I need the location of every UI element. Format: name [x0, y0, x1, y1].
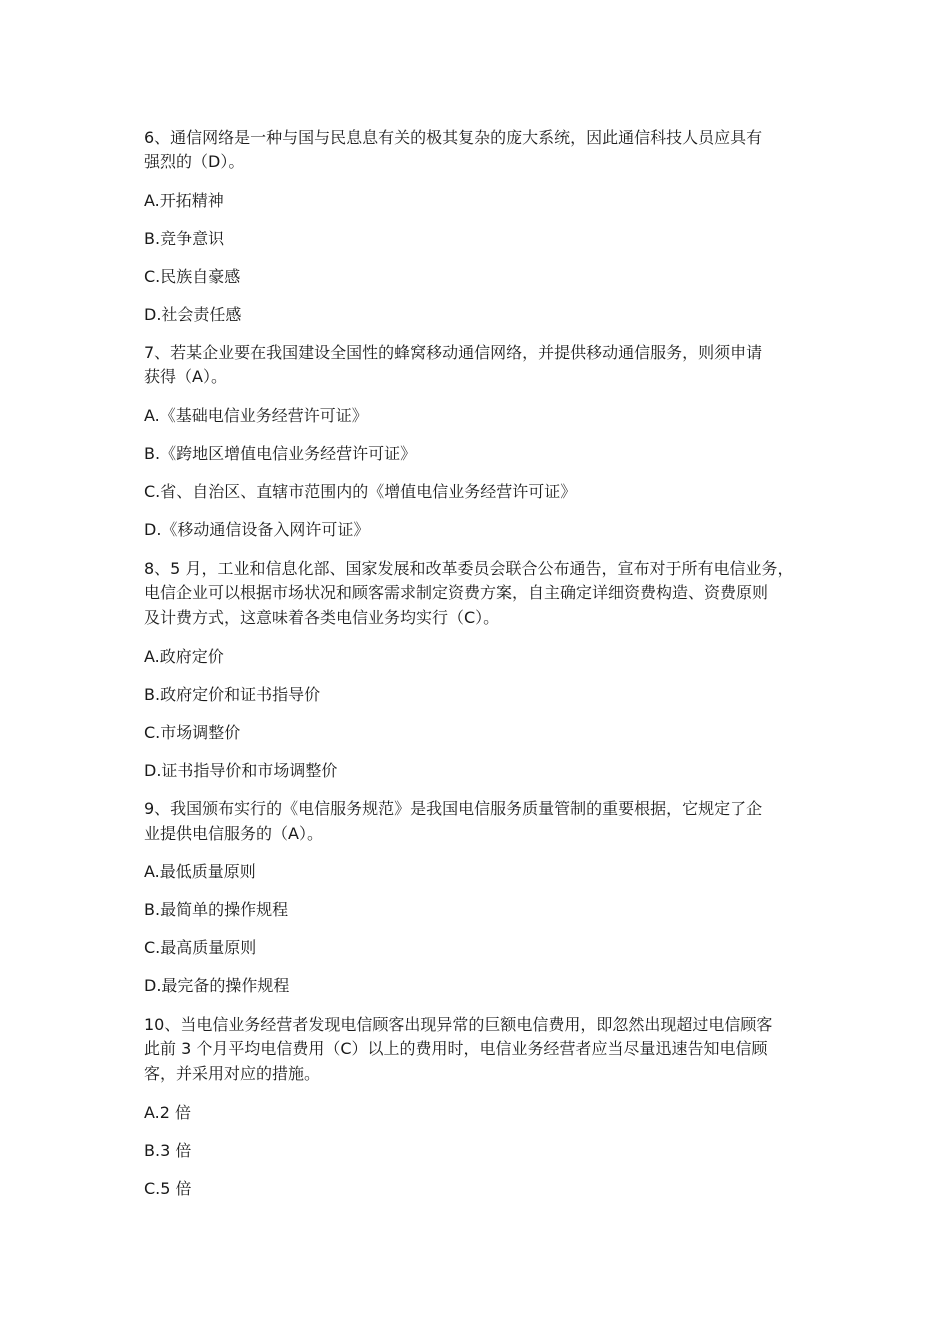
question-6-option-d: D.社会责任感	[144, 305, 242, 324]
question-8-stem-line-3: 及计费方式，这意味着各类电信业务均实行（C）。	[144, 608, 500, 627]
question-6-stem-line-2: 强烈的（D）。	[144, 152, 245, 171]
question-8-option-d: D.证书指导价和市场调整价	[144, 761, 338, 780]
question-7-stem-line-1: 7、若某企业要在我国建设全国性的蜂窝移动通信网络，并提供移动通信服务，则须申请	[144, 343, 763, 362]
question-6-option-a: A.开拓精神	[144, 191, 224, 210]
question-9-option-d: D.最完备的操作规程	[144, 976, 290, 995]
question-8-option-c: C.市场调整价	[144, 723, 241, 742]
question-9-option-b: B.最简单的操作规程	[144, 900, 289, 919]
question-8-stem-line-2: 电信企业可以根据市场状况和顾客需求制定资费方案，自主确定详细资费构造、资费原则	[144, 583, 769, 602]
question-9-stem-line-1: 9、我国颁布实行的《电信服务规范》是我国电信服务质量管制的重要根据，它规定了企	[144, 799, 763, 818]
question-8-stem-line-1: 8、5 月，工业和信息化部、国家发展和改革委员会联合公布通告，宣布对于所有电信业务，	[144, 559, 794, 578]
question-7-option-b: B.《跨地区增值电信业务经营许可证》	[144, 444, 417, 463]
question-10-stem-line-1: 10、当电信业务经营者发现电信顾客出现异常的巨额电信费用，即忽然出现超过电信顾客	[144, 1015, 773, 1034]
question-7-stem-line-2: 获得（A）。	[144, 367, 227, 386]
question-8-option-b: B.政府定价和证书指导价	[144, 685, 321, 704]
question-10-option-a: A.2 倍	[144, 1103, 192, 1122]
question-6-option-c: C.民族自豪感	[144, 267, 241, 286]
question-10-stem-line-3: 客，并采用对应的措施。	[144, 1064, 321, 1083]
question-7-option-a: A.《基础电信业务经营许可证》	[144, 406, 368, 425]
question-10-option-b: B.3 倍	[144, 1141, 192, 1160]
question-8-option-a: A.政府定价	[144, 647, 224, 666]
question-9-option-c: C.最高质量原则	[144, 938, 257, 957]
question-6-stem-line-1: 6、通信网络是一种与国与民息息有关的极其复杂的庞大系统，因此通信科技人员应具有	[144, 128, 763, 147]
question-7-option-c: C.省、自治区、直辖市范围内的《增值电信业务经营许可证》	[144, 482, 577, 501]
question-9-stem-line-2: 业提供电信服务的（A）。	[144, 824, 323, 843]
question-10-stem-line-2: 此前 3 个月平均电信费用（C）以上的费用时，电信业务经营者应当尽量迅速告知电信顾	[144, 1039, 768, 1058]
question-10-option-c: C.5 倍	[144, 1179, 192, 1198]
question-7-option-d: D.《移动通信设备入网许可证》	[144, 520, 370, 539]
question-9-option-a: A.最低质量原则	[144, 862, 256, 881]
question-6-option-b: B.竞争意识	[144, 229, 225, 248]
